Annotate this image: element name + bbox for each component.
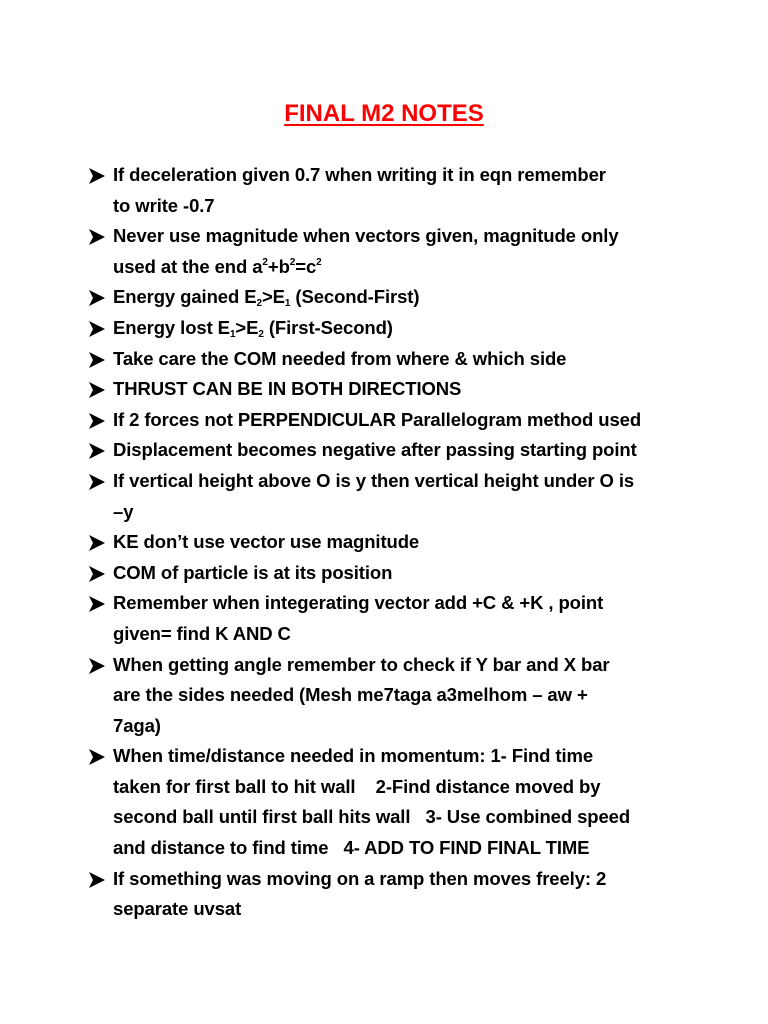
- note-line: [113, 282, 688, 313]
- note-line: to write -0.7: [113, 194, 215, 216]
- superscript: 2: [262, 256, 268, 268]
- superscript: 2: [289, 256, 296, 268]
- list-item: [88, 282, 688, 313]
- note-line: 7aga): [113, 714, 161, 736]
- arrowhead-bullet-icon: [88, 382, 106, 398]
- arrowhead-bullet-icon: [88, 443, 106, 459]
- arrowhead-bullet-icon: [88, 658, 106, 674]
- arrowhead-bullet-icon: [88, 596, 106, 612]
- note-line: –y: [113, 500, 134, 522]
- subscript: 1: [284, 298, 291, 310]
- note-line: separate uvsat: [113, 898, 242, 920]
- note-line: When getting angle remember to check if Y bar and X bar: [113, 653, 610, 675]
- arrowhead-bullet-icon: [88, 413, 106, 429]
- arrowhead-bullet-icon: [88, 352, 106, 368]
- note-line: KE don’t use vector use magnitude: [113, 531, 420, 553]
- note-line: COM of particle is at its position: [113, 561, 393, 583]
- arrowhead-bullet-icon: [88, 749, 106, 765]
- list-item: [88, 344, 688, 375]
- arrowhead-bullet-icon: [88, 535, 106, 551]
- page-title: FINAL M2 NOTES: [284, 100, 484, 127]
- note-line: If 2 forces not PERPENDICULAR Parallelogram method used: [113, 408, 642, 430]
- arrowhead-bullet-icon: [88, 872, 106, 888]
- arrowhead-bullet-icon: [88, 168, 106, 184]
- note-line: second ball until first ball hits wall 3- Use combined speed: [113, 806, 631, 828]
- list-item: [88, 650, 688, 742]
- note-line: If vertical height above O is y then vertical height under O is: [113, 469, 635, 491]
- note-text: >E: [261, 286, 285, 308]
- list-item: [88, 558, 688, 589]
- note-line: Never use magnitude when vectors given, magnitude only: [113, 225, 619, 247]
- list-item: [88, 741, 688, 863]
- list-item: [88, 374, 688, 405]
- list-item: [88, 313, 688, 344]
- subscript: 2: [258, 328, 264, 340]
- note-line: given= find K AND C: [113, 622, 291, 644]
- note-text: +b: [267, 255, 290, 277]
- note-line: Displacement becomes negative after passing starting point: [113, 439, 637, 461]
- arrowhead-bullet-icon: [88, 474, 106, 490]
- arrowhead-bullet-icon: [88, 566, 106, 582]
- note-line: and distance to find time 4- ADD TO FIND FINAL TIME: [113, 837, 590, 859]
- note-text: =c: [295, 255, 317, 277]
- list-item: [88, 527, 688, 558]
- note-line: are the sides needed (Mesh me7taga a3melhom – aw +: [113, 684, 588, 706]
- list-item: [88, 160, 688, 221]
- note-line: If deceleration given 0.7 when writing it in eqn remember: [113, 164, 606, 185]
- superscript: 2: [316, 256, 322, 268]
- note-formula-line: [113, 252, 688, 283]
- arrowhead-bullet-icon: [88, 290, 106, 306]
- note-line: If something was moving on a ramp then moves freely: 2: [113, 867, 607, 889]
- list-item: [88, 588, 688, 649]
- note-line: [113, 313, 688, 344]
- list-item: [88, 435, 688, 466]
- note-text: Energy gained E: [113, 286, 257, 308]
- note-line: When time/distance needed in momentum: 1- Find time: [113, 745, 594, 767]
- note-line: taken for first ball to hit wall 2-Find distance moved by: [113, 775, 601, 797]
- note-line: Remember when integerating vector add +C & +K , point: [113, 592, 604, 614]
- arrowhead-bullet-icon: [88, 229, 106, 245]
- list-item: [88, 466, 688, 527]
- note-text: >E: [235, 316, 259, 338]
- note-text: (Second-First): [290, 286, 420, 308]
- arrowhead-bullet-icon: [88, 321, 106, 337]
- subscript: 1: [229, 328, 236, 340]
- note-text: used at the end a: [113, 255, 263, 277]
- note-line: THRUST CAN BE IN BOTH DIRECTIONS: [113, 378, 462, 400]
- list-item: [88, 405, 688, 436]
- notes-list: [88, 160, 688, 925]
- note-text: (First-Second): [263, 316, 393, 338]
- list-item: [88, 221, 688, 282]
- subscript: 2: [256, 298, 262, 310]
- note-text: Energy lost E: [113, 316, 230, 338]
- note-line: Take care the COM needed from where & which side: [113, 347, 567, 369]
- list-item: [88, 864, 688, 925]
